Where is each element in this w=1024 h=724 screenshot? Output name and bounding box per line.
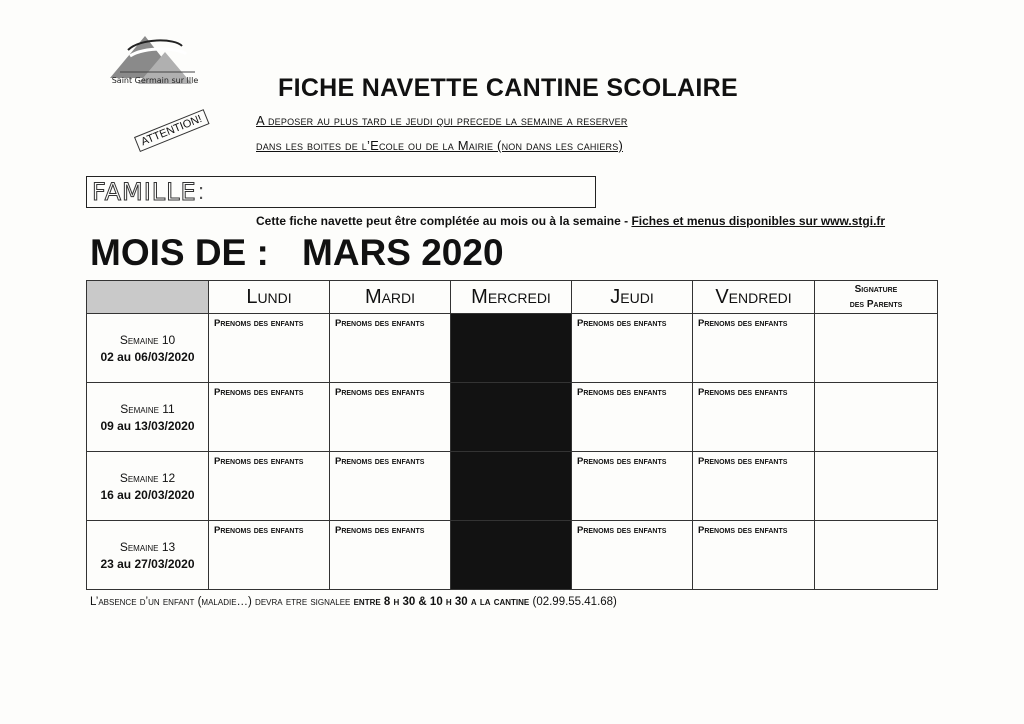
cell-label: Prenoms des enfants xyxy=(577,387,667,398)
day-cell-lundi[interactable] xyxy=(209,314,330,383)
day-cell-vendredi[interactable] xyxy=(693,452,815,521)
table-header-row xyxy=(87,281,938,314)
day-cell-lundi[interactable] xyxy=(209,383,330,452)
cell-label: Prenoms des enfants xyxy=(335,387,425,398)
cell-label: Prenoms des enfants xyxy=(698,387,788,398)
day-cell-jeudi[interactable] xyxy=(572,521,693,590)
cell-label: Prenoms des enfants xyxy=(698,318,788,329)
family-label-colon: : xyxy=(198,179,205,204)
day-cell-mardi[interactable] xyxy=(330,521,451,590)
col-header-lundi: Lundi xyxy=(209,281,330,314)
deposit-notice-line-2: dans les boites de l’Ecole ou de la Mairie (non dans les cahiers) xyxy=(256,138,623,153)
cell-label: Prenoms des enfants xyxy=(214,525,304,536)
week-dates: 23 au 27/03/2020 xyxy=(100,556,195,571)
cell-label: Prenoms des enfants xyxy=(214,387,304,398)
cell-label: Prenoms des enfants xyxy=(214,456,304,467)
info-text: Cette fiche navette peut être complétée au mois ou à la semaine - xyxy=(256,214,629,228)
family-label: FAMILLE xyxy=(92,178,197,206)
month-label: MOIS DE : xyxy=(90,232,269,273)
cell-label: Prenoms des enfants xyxy=(698,525,788,536)
logo-text: Saint Germain sur Ille xyxy=(111,76,199,85)
day-cell-mercredi-closed xyxy=(451,452,572,521)
cell-label: Prenoms des enfants xyxy=(577,456,667,467)
week-name: Semaine 13 xyxy=(119,539,176,554)
week-dates: 09 au 13/03/2020 xyxy=(100,418,195,433)
deposit-notice-line-1: A deposer au plus tard le jeudi qui precede la semaine a reserver xyxy=(256,113,628,128)
day-cell-mercredi-closed xyxy=(451,314,572,383)
col-header-signature xyxy=(815,281,938,314)
signature-header-line-1: Signature xyxy=(854,284,898,295)
week-name: Semaine 10 xyxy=(119,332,176,347)
day-cell-vendredi[interactable] xyxy=(693,314,815,383)
day-cell-mardi[interactable] xyxy=(330,452,451,521)
info-line xyxy=(256,214,885,228)
week-dates: 16 au 20/03/2020 xyxy=(100,487,195,502)
page-title: FICHE NAVETTE CANTINE SCOLAIRE xyxy=(278,74,738,102)
attention-stamp: ATTENTION! xyxy=(134,109,209,152)
week-dates: 02 au 06/03/2020 xyxy=(100,349,195,364)
town-logo-icon xyxy=(100,28,210,96)
signature-cell[interactable] xyxy=(815,314,938,383)
month-value: MARS 2020 xyxy=(302,232,504,273)
table-row xyxy=(87,521,938,590)
day-cell-vendredi[interactable] xyxy=(693,521,815,590)
signature-header-line-2: des Parents xyxy=(849,299,903,310)
reservation-table xyxy=(86,280,938,590)
footer-notice xyxy=(90,596,617,608)
day-cell-vendredi[interactable] xyxy=(693,383,815,452)
footer-text: L’absence d’un enfant (maladie…) devra etre signalee xyxy=(90,596,351,608)
cell-label: Prenoms des enfants xyxy=(335,456,425,467)
day-cell-jeudi[interactable] xyxy=(572,452,693,521)
table-row xyxy=(87,383,938,452)
day-cell-mercredi-closed xyxy=(451,383,572,452)
week-cell xyxy=(87,521,209,590)
week-name: Semaine 12 xyxy=(119,470,176,485)
day-cell-jeudi[interactable] xyxy=(572,383,693,452)
website-link[interactable]: Fiches et menus disponibles sur www.stgi.fr xyxy=(631,214,886,228)
table-row xyxy=(87,452,938,521)
signature-cell[interactable] xyxy=(815,452,938,521)
week-cell xyxy=(87,314,209,383)
day-cell-mardi[interactable] xyxy=(330,314,451,383)
week-cell xyxy=(87,383,209,452)
week-name: Semaine 11 xyxy=(120,401,175,416)
day-cell-jeudi[interactable] xyxy=(572,314,693,383)
day-cell-mardi[interactable] xyxy=(330,383,451,452)
footer-bold: entre 8 h 30 & 10 h 30 a la cantine xyxy=(353,596,530,608)
day-cell-lundi[interactable] xyxy=(209,452,330,521)
day-cell-lundi[interactable] xyxy=(209,521,330,590)
week-cell xyxy=(87,452,209,521)
cell-label: Prenoms des enfants xyxy=(214,318,304,329)
cell-label: Prenoms des enfants xyxy=(335,525,425,536)
footer-phone: (02.99.55.41.68) xyxy=(532,596,617,608)
cell-label: Prenoms des enfants xyxy=(577,318,667,329)
col-header-vendredi: Vendredi xyxy=(693,281,815,314)
col-header-jeudi: Jeudi xyxy=(572,281,693,314)
cell-label: Prenoms des enfants xyxy=(698,456,788,467)
header-corner xyxy=(87,281,209,314)
col-header-mercredi: Mercredi xyxy=(451,281,572,314)
signature-cell[interactable] xyxy=(815,521,938,590)
day-cell-mercredi-closed xyxy=(451,521,572,590)
cell-label: Prenoms des enfants xyxy=(335,318,425,329)
col-header-mardi: Mardi xyxy=(330,281,451,314)
table-row xyxy=(87,314,938,383)
cell-label: Prenoms des enfants xyxy=(577,525,667,536)
signature-cell[interactable] xyxy=(815,383,938,452)
